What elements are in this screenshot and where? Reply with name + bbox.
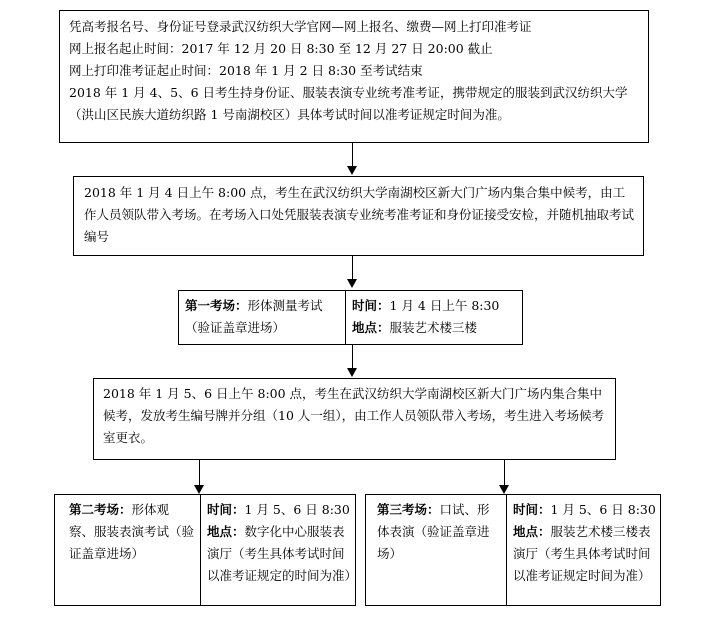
exam2-time-label: 时间： [207, 502, 245, 517]
step1-line-2: 网上报名起止时间：2017 年 12 月 20 日 8:30 至 12 月 27 日 20:00 截止 [69, 41, 493, 56]
exam2-place-label: 地点： [207, 524, 245, 539]
exam3-content: 口试、形体表演（验证盖章进场） [377, 502, 490, 561]
arrow-5-line [504, 460, 505, 486]
exam3-info-cell [507, 495, 660, 605]
arrow-1-line [352, 143, 353, 167]
arrow-5-head [499, 485, 509, 494]
exam2-time: 1 月 5、6 日 8:30 [244, 502, 350, 517]
step1-line-1: 凭高考报名号、身份证号登录武汉纺织大学官网—网上报名、缴费—网上打印准考证 [69, 19, 532, 34]
step2-text: 2018 年 1 月 4 日上午 8:00 点，考生在武汉纺织大学南湖校区新大门广场内集合集中候考，由工作人员领队带入考场。在考场入口处凭服装表演专业统考准考证和身份证接受安检，并随机抽取考试编号 [84, 185, 635, 244]
exam3-place-label: 地点： [513, 524, 551, 539]
step1-box [59, 10, 649, 143]
arrow-3-head [347, 368, 357, 377]
exam2-info-cell [201, 495, 358, 605]
exam1-place-label: 地点： [352, 320, 390, 335]
arrow-4-line [199, 460, 200, 486]
step1-line-4: 2018 年 1 月 4、5、6 日考生持身份证、服装表演专业统考准考证，携带规定的服装到武汉纺织大学（洪山区民族大道纺织路 1 号南湖校区）具体考试时间以准考证规定时间为准。 [69, 85, 628, 122]
arrow-4-head [194, 485, 204, 494]
step3-text: 2018 年 1 月 5、6 日上午 8:00 点，考生在武汉纺织大学南湖校区新大门广场内集合集中候考，发放考生编号牌并分组（10 人一组），由工作人员领队带入考场，考生进入考场候考室更衣。 [103, 386, 605, 445]
exam2-content-cell [55, 495, 200, 605]
exam1-info-cell [346, 291, 522, 344]
step1-line-3: 网上打印准考证起止时间：2018 年 1 月 2 日 8:30 至考试结束 [69, 63, 423, 78]
exam1-label: 第一考场： [185, 298, 248, 313]
exam1-time-label: 时间： [352, 298, 390, 313]
exam1-place: 服装艺术楼三楼 [389, 320, 478, 335]
arrow-1-head [347, 166, 357, 175]
step3-box [93, 378, 616, 460]
arrow-2-head [347, 279, 357, 288]
arrow-3-line [352, 345, 353, 369]
exam1-box [178, 290, 523, 345]
exam2-content: 形体观察、服装表演考试（验证盖章进场） [69, 502, 195, 561]
exam3-content-cell [366, 495, 506, 605]
exam2-box [54, 494, 356, 606]
exam3-time: 1 月 5、6 日 8:30 [550, 502, 656, 517]
arrow-2-line [352, 256, 353, 281]
exam3-label: 第三考场： [377, 502, 440, 517]
exam3-box [365, 494, 661, 606]
exam1-time: 1 月 4 日上午 8:30 [389, 298, 500, 313]
step2-box [73, 176, 644, 256]
exam3-time-label: 时间： [513, 502, 551, 517]
exam1-content: 形体测量考试（验证盖章进场） [185, 298, 323, 335]
exam1-content-cell [179, 291, 345, 344]
exam2-place: 数字化中心服装表演厅（考生具体考试时间以准考证规定的时间为准） [207, 524, 358, 583]
exam2-label: 第二考场： [69, 502, 132, 517]
exam3-place: 服装艺术楼三楼表演厅（考生具体考试时间以准考证规定时间为准） [513, 524, 651, 583]
